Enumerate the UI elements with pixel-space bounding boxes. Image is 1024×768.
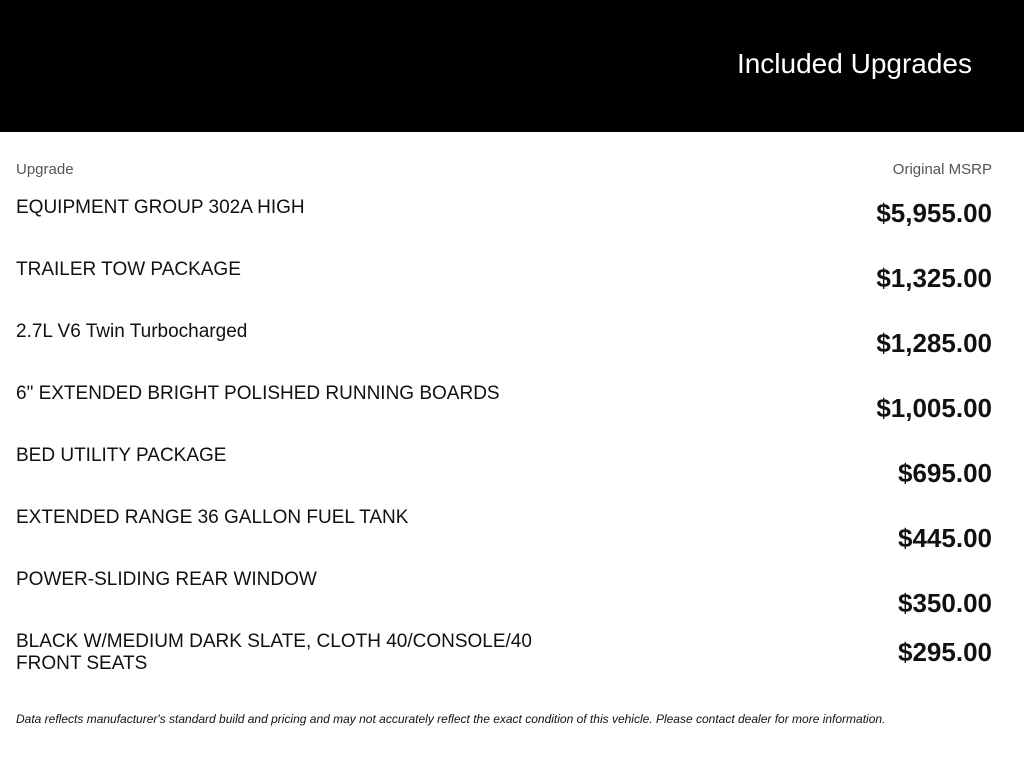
upgrade-name: EQUIPMENT GROUP 302A HIGH: [16, 197, 305, 218]
upgrade-name: BED UTILITY PACKAGE: [16, 445, 227, 466]
upgrade-price: $5,955.00: [876, 198, 992, 228]
upgrade-row: [16, 630, 992, 692]
column-headers: [16, 161, 992, 179]
upgrade-price: $1,285.00: [876, 328, 992, 358]
upgrade-name: 6" EXTENDED BRIGHT POLISHED RUNNING BOARDS: [16, 383, 500, 404]
upgrades-section: [0, 161, 1024, 692]
upgrade-row: [16, 382, 992, 444]
upgrade-column-header: Upgrade: [16, 161, 74, 178]
upgrade-price: $445.00: [898, 523, 992, 553]
disclaimer-text: Data reflects manufacturer's standard build and pricing and may not accurately reflect the exact condition of this vehicle. Please contact dealer for more information.: [16, 712, 886, 726]
upgrade-row: [16, 258, 992, 320]
upgrade-price: $1,325.00: [876, 263, 992, 293]
upgrade-name: TRAILER TOW PACKAGE: [16, 259, 241, 280]
msrp-column-header: Original MSRP: [892, 161, 992, 178]
upgrade-row: [16, 444, 992, 506]
upgrade-name: EXTENDED RANGE 36 GALLON FUEL TANK: [16, 507, 409, 528]
upgrade-price: $1,005.00: [876, 393, 992, 423]
upgrade-price: $350.00: [898, 588, 992, 618]
upgrade-list: [16, 196, 992, 692]
upgrade-row: [16, 196, 992, 258]
upgrade-row: [16, 506, 992, 568]
page-title: Included Upgrades: [736, 48, 972, 79]
upgrade-row: [16, 320, 992, 382]
upgrade-price: $695.00: [898, 458, 992, 488]
page-header: [0, 0, 1024, 132]
upgrade-row: [16, 568, 992, 630]
upgrade-price: $295.00: [898, 637, 992, 667]
upgrade-name: BLACK W/MEDIUM DARK SLATE, CLOTH 40/CONSOLE/40 FRONT SEATS: [16, 631, 532, 674]
upgrade-name: 2.7L V6 Twin Turbocharged: [16, 321, 248, 342]
upgrade-name: POWER-SLIDING REAR WINDOW: [16, 569, 317, 590]
